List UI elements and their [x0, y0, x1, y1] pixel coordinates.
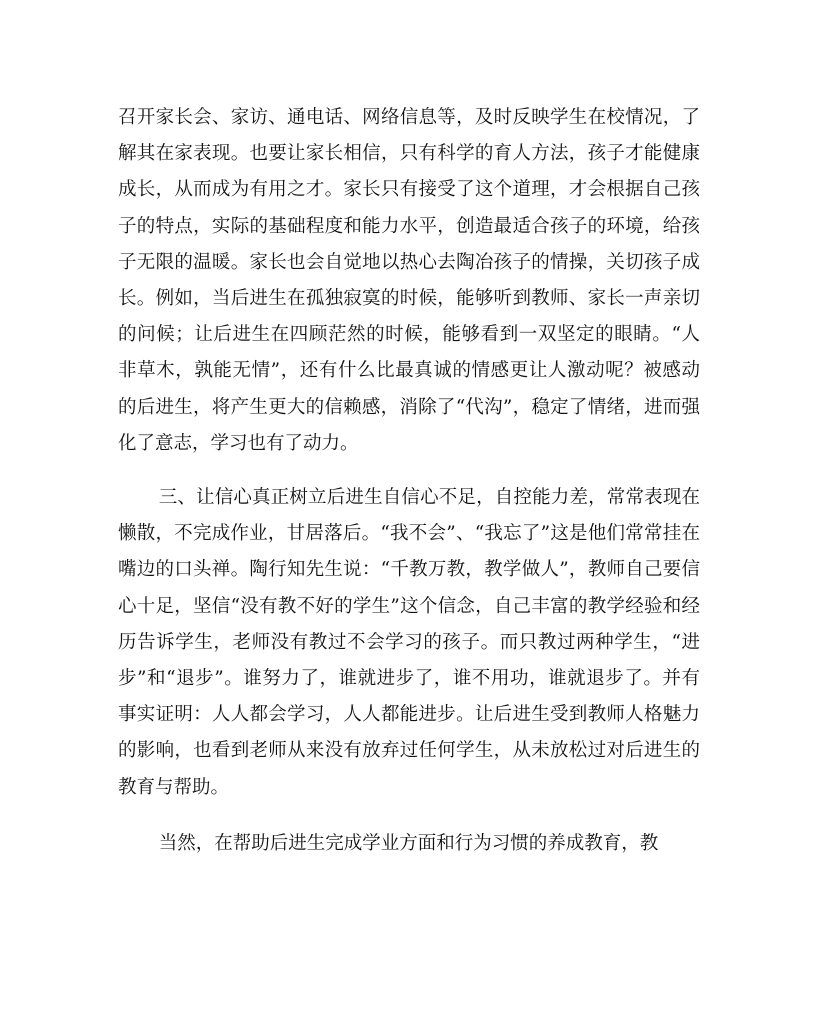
document-body	[118, 100, 700, 862]
paragraph-3: 当然，在帮助后进生完成学业方面和行为习惯的养成教育，教	[158, 832, 659, 854]
paragraph-1: 召开家长会、家访、通电话、网络信息等，及时反映学生在校情况，了解其在家表现。也要让家长相信，只有科学的育人方法，孩子才能健康成长，从而成为有用之才。家长只有接受了这个道理，才会根据自己孩子的特点，实际的基础程度和能力水平，创造最适合孩子的环境，给孩子无限的温暖。家长也会自觉地以热心去陶冶孩子的情操，关切孩子成长。例如，当后进生在孤独寂寞的时候，能够听到教师、家长一声亲切的问候；让后进生在四顾茫然的时候，能够看到一双坚定的眼睛。“人非草木，孰能无情”，还有什么比最真诚的情感更让人激动呢？被感动的后进生，将产生更大的信赖感，消除了“代沟”，稳定了情绪，进而强化了意志，学习也有了动力。	[118, 107, 700, 454]
paragraph-2: 三、让信心真正树立后进生自信心不足，自控能力差，常常表现在懒散，不完成作业，甘居落后。“我不会”、“我忘了”这是他们常常挂在嘴边的口头禅。陶行知先生说：“千教万教，教学做人”，教师自己要信心十足，坚信“没有教不好的学生”这个信念，自己丰富的教学经验和经历告诉学生，老师没有教过不会学习的孩子。而只教过两种学生，“进步”和“退步”。谁努力了，谁就进步了，谁不用功，谁就退步了。并有事实证明：人人都会学习，人人都能进步。让后进生受到教师人格魅力的影响，也看到老师从来没有放弃过任何学生，从未放松过对后进生的教育与帮助。	[118, 487, 700, 798]
